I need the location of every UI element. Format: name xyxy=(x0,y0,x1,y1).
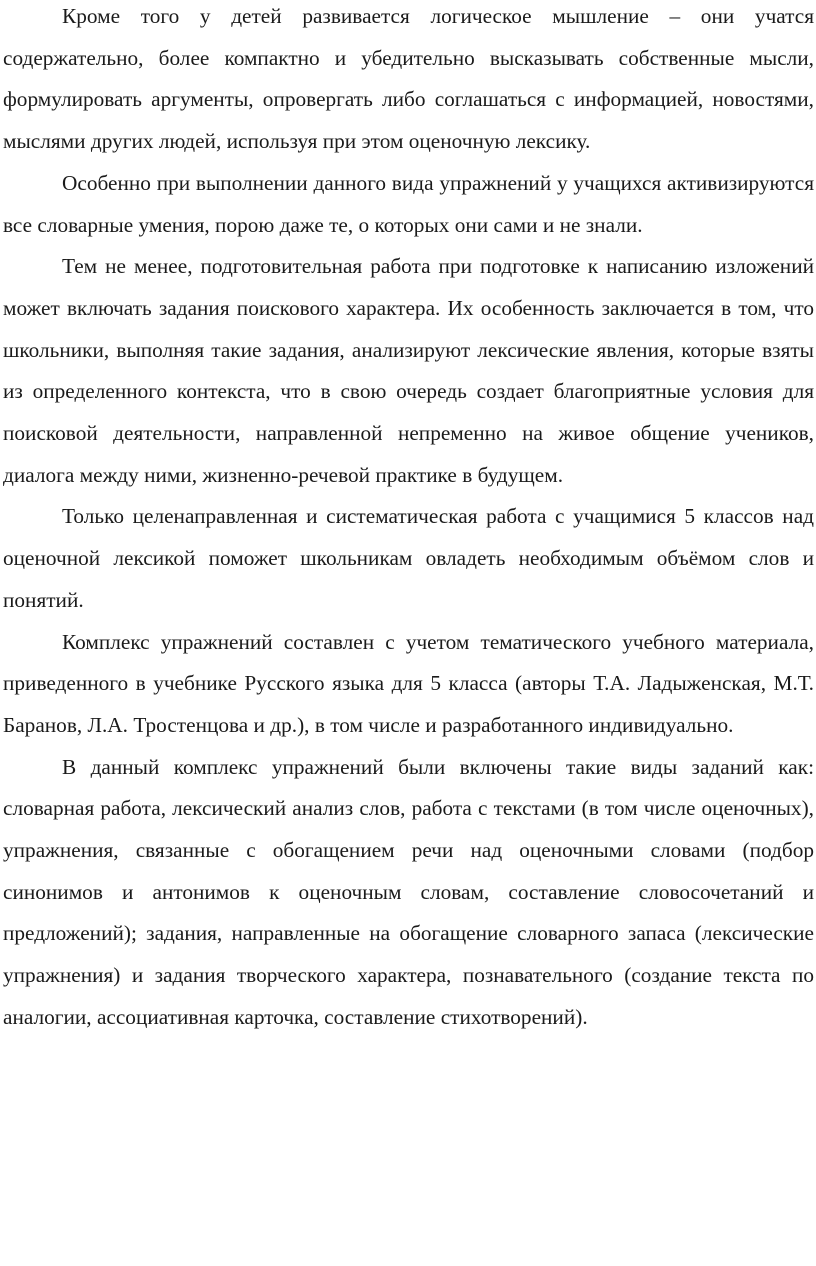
paragraph-search-tasks: Тем не менее, подготовительная работа при подготовке к написанию изложений может включать задания поискового характера. Их особенность заключается в том, что школьники, выполняя такие задания, анализируют лексические явления, которые взяты из определенного контекста, что в свою очередь создает благоприятные условия для поисковой деятельности, направленной непременно на живое общение учеников, диалога между ними, жизненно-речевой практике в будущем. xyxy=(3,254,814,487)
paragraph-task-types: В данный комплекс упражнений были включены такие виды заданий как: словарная работа, лексический анализ слов, работа с текстами (в том числе оценочных), упражнения, связанные с обогащением речи над оценочными словами (подбор синонимов и антонимов к оценочным словам, составление словосочетаний и предложений); задания, направленные на обогащение словарного запаса (лексические упражнения) и задания творческого характера, познавательного (создание текста по аналогии, ассоциативная карточка, составление стихотворений). xyxy=(3,754,814,1029)
paragraph-vocabulary-skills: Особенно при выполнении данного вида упражнений у учащихся активизируются все словарные умения, порою даже те, о которых они сами и не знали. xyxy=(3,170,814,237)
paragraph-exercise-complex: Комплекс упражнений составлен с учетом тематического учебного материала, приведенного в учебнике Русского языка для 5 класса (авторы Т.А. Ладыженская, М.Т. Баранов, Л.А. Тростенцова и др.), в том числе и разработанного индивидуально. xyxy=(3,629,814,737)
paragraph-logical-thinking: Кроме того у детей развивается логическое мышление – они учатся содержательно, более компактно и убедительно высказывать собственные мысли, формулировать аргументы, опровергать либо соглашаться с информацией, новостями, мыслями других людей, используя при этом оценочную лексику. xyxy=(3,4,814,154)
paragraph-systematic-work: Только целенаправленная и систематическая работа с учащимися 5 классов над оценочной лексикой поможет школьникам овладеть необходимым объёмом слов и понятий. xyxy=(3,504,814,612)
